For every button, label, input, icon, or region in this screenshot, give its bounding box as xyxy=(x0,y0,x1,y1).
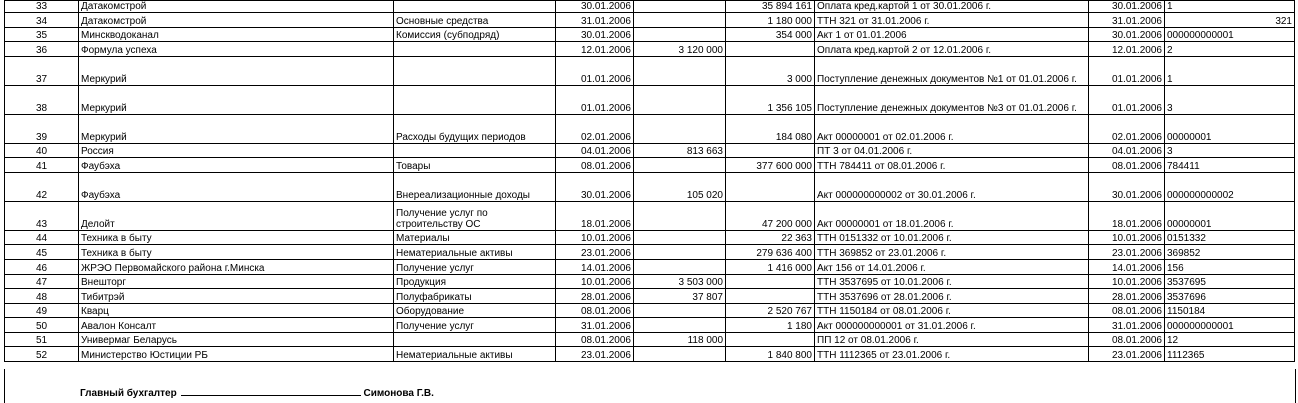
document-cell[interactable]: ТТН 784411 от 08.01.2006 г. xyxy=(815,158,1089,173)
account-cell[interactable]: Получение услуг xyxy=(394,318,556,333)
credit-cell[interactable]: 1 180 xyxy=(726,318,815,333)
date-cell[interactable]: 08.01.2006 xyxy=(556,158,634,173)
counterparty-cell[interactable]: Внешторг xyxy=(79,275,394,289)
account-cell[interactable]: Продукция xyxy=(394,275,556,289)
row-number[interactable]: 52 xyxy=(5,347,79,362)
date-cell[interactable]: 01.01.2006 xyxy=(556,86,634,115)
debit-cell[interactable]: 37 807 xyxy=(634,289,726,304)
debit-cell[interactable] xyxy=(634,245,726,260)
row-number[interactable]: 33 xyxy=(5,1,79,13)
document-cell[interactable]: Оплата кред.картой 2 от 12.01.2006 г. xyxy=(815,42,1089,57)
table-row xyxy=(5,231,1295,245)
document-number-cell[interactable]: 3 xyxy=(1165,86,1295,115)
account-cell[interactable]: Материалы xyxy=(394,231,556,245)
account-cell[interactable]: Нематериальные активы xyxy=(394,347,556,362)
date-cell[interactable]: 31.01.2006 xyxy=(556,318,634,333)
table-row xyxy=(5,144,1295,158)
account-cell[interactable] xyxy=(394,57,556,86)
credit-cell[interactable]: 184 080 xyxy=(726,115,815,144)
credit-cell[interactable]: 35 894 161 xyxy=(726,1,815,13)
document-number-cell[interactable]: 3 xyxy=(1165,144,1295,158)
document-cell[interactable]: ПП 12 от 08.01.2006 г. xyxy=(815,333,1089,347)
chief-accountant-name: Симонова Г.В. xyxy=(363,388,434,399)
account-cell[interactable]: Нематериальные активы xyxy=(394,245,556,260)
chief-accountant-label: Главный бухгалтер xyxy=(80,388,177,399)
table-row xyxy=(5,86,1295,115)
counterparty-cell[interactable]: Тибитрэй xyxy=(79,289,394,304)
document-date-cell[interactable]: 18.01.2006 xyxy=(1089,202,1165,231)
credit-cell[interactable]: 47 200 000 xyxy=(726,202,815,231)
debit-cell[interactable] xyxy=(634,260,726,275)
signature-blank xyxy=(181,386,361,396)
document-date-cell[interactable]: 31.01.2006 xyxy=(1089,318,1165,333)
debit-cell[interactable] xyxy=(634,28,726,42)
document-date-cell[interactable]: 08.01.2006 xyxy=(1089,333,1165,347)
debit-cell[interactable]: 3 503 000 xyxy=(634,275,726,289)
counterparty-cell[interactable]: Датакомстрой xyxy=(79,1,394,13)
debit-cell[interactable]: 813 663 xyxy=(634,144,726,158)
credit-cell[interactable]: 3 000 xyxy=(726,57,815,86)
account-cell[interactable]: Внереализационные доходы xyxy=(394,173,556,202)
document-number-cell[interactable]: 321 xyxy=(1165,13,1295,28)
counterparty-cell[interactable]: Министерство Юстиции РБ xyxy=(79,347,394,362)
document-number-cell[interactable]: 156 xyxy=(1165,260,1295,275)
date-cell[interactable]: 01.01.2006 xyxy=(556,57,634,86)
counterparty-cell[interactable]: Техника в быту xyxy=(79,231,394,245)
document-date-cell[interactable]: 31.01.2006 xyxy=(1089,13,1165,28)
credit-cell[interactable] xyxy=(726,333,815,347)
table-row xyxy=(5,275,1295,289)
document-number-cell[interactable]: 1150184 xyxy=(1165,304,1295,318)
account-cell[interactable] xyxy=(394,86,556,115)
date-cell[interactable]: 08.01.2006 xyxy=(556,304,634,318)
document-date-cell[interactable]: 10.01.2006 xyxy=(1089,275,1165,289)
date-cell[interactable]: 10.01.2006 xyxy=(556,231,634,245)
counterparty-cell[interactable]: Фаубэха xyxy=(79,158,394,173)
document-number-cell[interactable]: 3537695 xyxy=(1165,275,1295,289)
table-row xyxy=(5,1,1295,13)
document-cell[interactable]: Акт 00000001 от 18.01.2006 г. xyxy=(815,202,1089,231)
account-cell[interactable] xyxy=(394,333,556,347)
account-cell[interactable]: Полуфабрикаты xyxy=(394,289,556,304)
signature-line xyxy=(80,386,434,399)
table-row xyxy=(5,42,1295,57)
row-number[interactable]: 36 xyxy=(5,42,79,57)
table-row xyxy=(5,173,1295,202)
ledger-table xyxy=(4,0,1295,362)
document-number-cell[interactable]: 369852 xyxy=(1165,245,1295,260)
document-date-cell[interactable]: 01.01.2006 xyxy=(1089,86,1165,115)
table-row xyxy=(5,13,1295,28)
document-cell[interactable]: Акт 00000001 от 02.01.2006 г. xyxy=(815,115,1089,144)
date-cell[interactable]: 18.01.2006 xyxy=(556,202,634,231)
document-number-cell[interactable]: 784411 xyxy=(1165,158,1295,173)
document-number-cell[interactable]: 00000001 xyxy=(1165,202,1295,231)
document-cell[interactable]: Акт 156 от 14.01.2006 г. xyxy=(815,260,1089,275)
counterparty-cell[interactable]: Техника в быту xyxy=(79,245,394,260)
debit-cell[interactable] xyxy=(634,231,726,245)
document-date-cell[interactable]: 23.01.2006 xyxy=(1089,347,1165,362)
document-date-cell[interactable]: 12.01.2006 xyxy=(1089,42,1165,57)
credit-cell[interactable]: 354 000 xyxy=(726,28,815,42)
document-date-cell[interactable]: 08.01.2006 xyxy=(1089,158,1165,173)
table-row xyxy=(5,347,1295,362)
counterparty-cell[interactable]: Фаубэха xyxy=(79,173,394,202)
debit-cell[interactable] xyxy=(634,347,726,362)
counterparty-cell[interactable]: ЖРЭО Первомайского района г.Минска xyxy=(79,260,394,275)
document-number-cell[interactable]: 00000001 xyxy=(1165,115,1295,144)
document-date-cell[interactable]: 30.01.2006 xyxy=(1089,1,1165,13)
row-number[interactable]: 35 xyxy=(5,28,79,42)
document-cell[interactable]: ТТН 321 от 31.01.2006 г. xyxy=(815,13,1089,28)
document-date-cell[interactable]: 01.01.2006 xyxy=(1089,57,1165,86)
row-number[interactable]: 38 xyxy=(5,86,79,115)
document-cell[interactable]: Акт 000000000002 от 30.01.2006 г. xyxy=(815,173,1089,202)
row-number[interactable]: 48 xyxy=(5,289,79,304)
date-cell[interactable]: 08.01.2006 xyxy=(556,333,634,347)
credit-cell[interactable] xyxy=(726,289,815,304)
row-number[interactable]: 39 xyxy=(5,115,79,144)
document-cell[interactable]: ТТН 3537695 от 10.01.2006 г. xyxy=(815,275,1089,289)
document-cell[interactable]: ТТН 369852 от 23.01.2006 г. xyxy=(815,245,1089,260)
debit-cell[interactable] xyxy=(634,115,726,144)
document-number-cell[interactable]: 2 xyxy=(1165,42,1295,57)
row-number[interactable]: 45 xyxy=(5,245,79,260)
date-cell[interactable]: 14.01.2006 xyxy=(556,260,634,275)
account-cell[interactable]: Получение услуг по строительству ОС xyxy=(394,202,556,231)
document-number-cell[interactable]: 1 xyxy=(1165,57,1295,86)
document-number-cell[interactable]: 3537696 xyxy=(1165,289,1295,304)
document-cell[interactable]: ТТН 1112365 от 23.01.2006 г. xyxy=(815,347,1089,362)
document-number-cell[interactable]: 1112365 xyxy=(1165,347,1295,362)
debit-cell[interactable] xyxy=(634,158,726,173)
debit-cell[interactable]: 3 120 000 xyxy=(634,42,726,57)
credit-cell[interactable]: 1 180 000 xyxy=(726,13,815,28)
document-number-cell[interactable]: 12 xyxy=(1165,333,1295,347)
document-date-cell[interactable]: 14.01.2006 xyxy=(1089,260,1165,275)
document-cell[interactable]: ТТН 1150184 от 08.01.2006 г. xyxy=(815,304,1089,318)
document-number-cell[interactable]: 1 xyxy=(1165,1,1295,13)
counterparty-cell[interactable]: Делойт xyxy=(79,202,394,231)
counterparty-cell[interactable]: Минскводоканал xyxy=(79,28,394,42)
document-date-cell[interactable]: 28.01.2006 xyxy=(1089,289,1165,304)
credit-cell[interactable]: 1 840 800 xyxy=(726,347,815,362)
account-cell[interactable]: Расходы будущих периодов xyxy=(394,115,556,144)
counterparty-cell[interactable]: Меркурий xyxy=(79,86,394,115)
debit-cell[interactable] xyxy=(634,304,726,318)
credit-cell[interactable]: 1 356 105 xyxy=(726,86,815,115)
credit-cell[interactable] xyxy=(726,42,815,57)
date-cell[interactable]: 28.01.2006 xyxy=(556,289,634,304)
date-cell[interactable]: 23.01.2006 xyxy=(556,347,634,362)
document-date-cell[interactable]: 08.01.2006 xyxy=(1089,304,1165,318)
date-cell[interactable]: 30.01.2006 xyxy=(556,173,634,202)
ledger-rows xyxy=(5,1,1295,362)
account-cell[interactable] xyxy=(394,42,556,57)
document-date-cell[interactable]: 04.01.2006 xyxy=(1089,144,1165,158)
date-cell[interactable]: 02.01.2006 xyxy=(556,115,634,144)
document-number-cell[interactable]: 000000000001 xyxy=(1165,28,1295,42)
account-cell[interactable] xyxy=(394,1,556,13)
counterparty-cell[interactable]: Формула успеха xyxy=(79,42,394,57)
debit-cell[interactable] xyxy=(634,13,726,28)
table-row xyxy=(5,158,1295,173)
account-cell[interactable]: Оборудование xyxy=(394,304,556,318)
counterparty-cell[interactable]: Датакомстрой xyxy=(79,13,394,28)
table-row xyxy=(5,57,1295,86)
date-cell[interactable]: 23.01.2006 xyxy=(556,245,634,260)
credit-cell[interactable] xyxy=(726,173,815,202)
table-row xyxy=(5,318,1295,333)
table-row xyxy=(5,202,1295,231)
counterparty-cell[interactable]: Меркурий xyxy=(79,57,394,86)
table-row xyxy=(5,28,1295,42)
credit-cell[interactable]: 2 520 767 xyxy=(726,304,815,318)
document-cell[interactable]: ТТН 0151332 от 10.01.2006 г. xyxy=(815,231,1089,245)
table-row xyxy=(5,304,1295,318)
document-cell[interactable]: ПТ 3 от 04.01.2006 г. xyxy=(815,144,1089,158)
table-row xyxy=(5,115,1295,144)
counterparty-cell[interactable]: Кварц xyxy=(79,304,394,318)
debit-cell[interactable] xyxy=(634,57,726,86)
document-number-cell[interactable]: 0151332 xyxy=(1165,231,1295,245)
document-date-cell[interactable]: 02.01.2006 xyxy=(1089,115,1165,144)
document-number-cell[interactable]: 000000000001 xyxy=(1165,318,1295,333)
account-cell[interactable]: Товары xyxy=(394,158,556,173)
date-cell[interactable]: 10.01.2006 xyxy=(556,275,634,289)
date-cell[interactable]: 12.01.2006 xyxy=(556,42,634,57)
table-row xyxy=(5,333,1295,347)
document-cell[interactable]: Акт 1 от 01.01.2006 xyxy=(815,28,1089,42)
document-cell[interactable]: ТТН 3537696 от 28.01.2006 г. xyxy=(815,289,1089,304)
counterparty-cell[interactable]: Россия xyxy=(79,144,394,158)
credit-cell[interactable]: 279 636 400 xyxy=(726,245,815,260)
debit-cell[interactable] xyxy=(634,202,726,231)
table-row xyxy=(5,260,1295,275)
table-row xyxy=(5,245,1295,260)
debit-cell[interactable] xyxy=(634,1,726,13)
account-cell[interactable]: Основные средства xyxy=(394,13,556,28)
document-cell[interactable]: Поступление денежных документов №1 от 01.01.2006 г. xyxy=(815,57,1089,86)
row-number[interactable]: 49 xyxy=(5,304,79,318)
document-date-cell[interactable]: 23.01.2006 xyxy=(1089,245,1165,260)
date-cell[interactable]: 30.01.2006 xyxy=(556,28,634,42)
counterparty-cell[interactable]: Авалон Консалт xyxy=(79,318,394,333)
credit-cell[interactable]: 22 363 xyxy=(726,231,815,245)
account-cell[interactable] xyxy=(394,144,556,158)
document-date-cell[interactable]: 30.01.2006 xyxy=(1089,173,1165,202)
credit-cell[interactable]: 1 416 000 xyxy=(726,260,815,275)
row-number[interactable]: 34 xyxy=(5,13,79,28)
row-number[interactable]: 44 xyxy=(5,231,79,245)
row-number[interactable]: 50 xyxy=(5,318,79,333)
credit-cell[interactable]: 377 600 000 xyxy=(726,158,815,173)
counterparty-cell[interactable]: Меркурий xyxy=(79,115,394,144)
date-cell[interactable]: 04.01.2006 xyxy=(556,144,634,158)
document-date-cell[interactable]: 10.01.2006 xyxy=(1089,231,1165,245)
row-number[interactable]: 42 xyxy=(5,173,79,202)
credit-cell[interactable] xyxy=(726,275,815,289)
date-cell[interactable]: 30.01.2006 xyxy=(556,1,634,13)
account-cell[interactable]: Получение услуг xyxy=(394,260,556,275)
document-date-cell[interactable]: 30.01.2006 xyxy=(1089,28,1165,42)
date-cell[interactable]: 31.01.2006 xyxy=(556,13,634,28)
debit-cell[interactable]: 105 020 xyxy=(634,173,726,202)
counterparty-cell[interactable]: Универмаг Беларусь xyxy=(79,333,394,347)
row-number[interactable]: 40 xyxy=(5,144,79,158)
row-number[interactable]: 47 xyxy=(5,275,79,289)
row-number[interactable]: 43 xyxy=(5,202,79,231)
table-row xyxy=(5,289,1295,304)
row-number[interactable]: 37 xyxy=(5,57,79,86)
debit-cell[interactable] xyxy=(634,86,726,115)
row-number[interactable]: 46 xyxy=(5,260,79,275)
row-number[interactable]: 41 xyxy=(5,158,79,173)
document-number-cell[interactable]: 000000000002 xyxy=(1165,173,1295,202)
document-cell[interactable]: Поступление денежных документов №3 от 01.01.2006 г. xyxy=(815,86,1089,115)
document-cell[interactable]: Акт 000000000001 от 31.01.2006 г. xyxy=(815,318,1089,333)
document-cell[interactable]: Оплата кред.картой 1 от 30.01.2006 г. xyxy=(815,1,1089,13)
account-cell[interactable]: Комиссия (субподряд) xyxy=(394,28,556,42)
debit-cell[interactable] xyxy=(634,318,726,333)
credit-cell[interactable] xyxy=(726,144,815,158)
debit-cell[interactable]: 118 000 xyxy=(634,333,726,347)
row-number[interactable]: 51 xyxy=(5,333,79,347)
